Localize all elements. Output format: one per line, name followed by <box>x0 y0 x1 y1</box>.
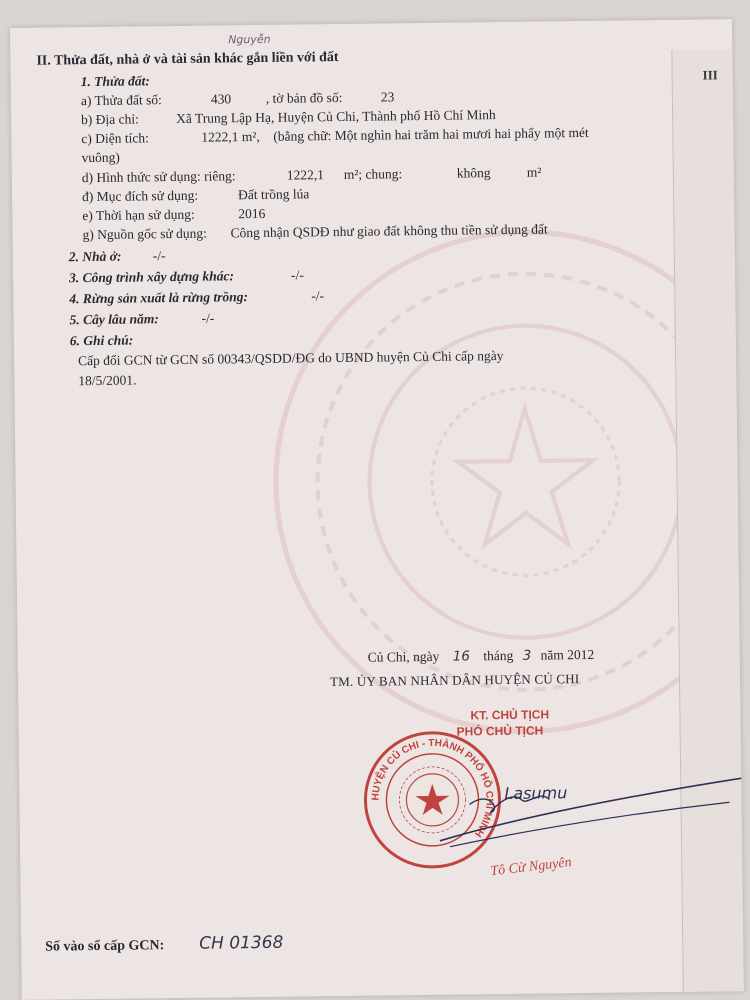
authority-line: TM. ỦY BAN NHÂN DÂN HUYỆN CỦ CHI <box>329 671 580 690</box>
date-place: Củ Chi, ngày <box>367 648 440 665</box>
certificate-page <box>10 19 744 1000</box>
section3-value: -/- <box>290 267 304 283</box>
dd-label: đ) Mục đích sử dụng: <box>81 187 199 205</box>
c-area-words-cont: vuông) <box>81 149 120 166</box>
a-map-label: , tờ bản đồ số: <box>265 89 343 106</box>
d-shared-area: không <box>456 165 491 181</box>
a-map-number: 23 <box>380 89 395 105</box>
date-month-label: tháng <box>483 647 514 664</box>
signer-name: Tô Cừ Nguyên <box>489 854 573 880</box>
date-line <box>368 647 595 666</box>
dd-land-use-purpose: Đất trồng lúa <box>237 186 310 203</box>
section6-heading: 6. Ghi chú: <box>69 332 134 349</box>
section1-heading: 1. Thửa đất: <box>80 73 150 90</box>
a-parcel-number: 430 <box>210 91 232 107</box>
section3-heading: 3. Công trình xây dựng khác: <box>68 268 235 286</box>
page-title: II. Thửa đất, nhà ở và tài sản khác gắn liền với đất <box>36 49 339 69</box>
d-unit-label: m²; chung: <box>343 166 403 182</box>
watermark-emblem <box>262 219 743 745</box>
c-area: 1222,1 m², <box>201 128 260 145</box>
date-year: năm 2012 <box>540 646 595 663</box>
d-label: d) Hình thức sử dụng: riêng: <box>81 168 236 186</box>
signature-strokes <box>429 757 744 851</box>
section5-heading: 5. Cây lâu năm: <box>69 311 159 328</box>
signature-scribble: Lasumu <box>504 783 568 804</box>
c-area-words: (bằng chữ: Một nghìn hai trăm hai mươi hai phẩy một mét <box>273 124 589 144</box>
gcn-number-label: Số vào sổ cấp GCN: <box>45 938 165 955</box>
c-label: c) Diện tích: <box>81 130 149 147</box>
note-line2: 18/5/2001. <box>78 372 137 389</box>
b-address: Xã Trung Lập Hạ, Huyện Củ Chi, Thành phố Hồ Chí Minh <box>176 107 496 126</box>
date-day: 16 <box>452 648 471 665</box>
signature-block <box>358 697 744 922</box>
gcn-number-value: CH 01368 <box>199 932 284 954</box>
stamp-title2: PHÓ CHỦ TỊCH <box>456 723 544 739</box>
g-label: g) Nguồn gốc sử dụng: <box>82 225 207 243</box>
section2-value: -/- <box>152 248 166 264</box>
g-origin: Công nhận QSDĐ như giao đất không thu tiền sử dụng đất <box>230 221 548 241</box>
section4-value: -/- <box>311 288 325 304</box>
section4-heading: 4. Rừng sản xuất là rừng trồng: <box>69 289 249 307</box>
note-line1: Cấp đổi GCN từ GCN số 00343/QSDD/ĐG do UBND huyện Củ Chi cấp ngày <box>77 347 504 369</box>
b-label: b) Địa chỉ: <box>81 111 139 128</box>
stamp-title1: KT. CHỦ TỊCH <box>470 707 550 723</box>
e-use-term: 2016 <box>238 205 266 222</box>
d-unit2: m² <box>526 164 542 180</box>
next-page-mark: III <box>702 67 718 83</box>
margin-scribble: Nguyễn <box>228 32 271 47</box>
d-private-area: 1222,1 <box>286 167 325 183</box>
date-month: 3 <box>522 647 532 664</box>
e-label: e) Thời hạn sử dụng: <box>82 206 195 224</box>
a-label: a) Thửa đất số: <box>80 92 162 109</box>
seal-text: HUYỆN CỦ CHI - THÀNH PHỐ HỒ CHÍ MINH <box>370 737 495 839</box>
section2-heading: 2. Nhà ở: <box>68 248 122 265</box>
section5-value: -/- <box>201 310 215 326</box>
